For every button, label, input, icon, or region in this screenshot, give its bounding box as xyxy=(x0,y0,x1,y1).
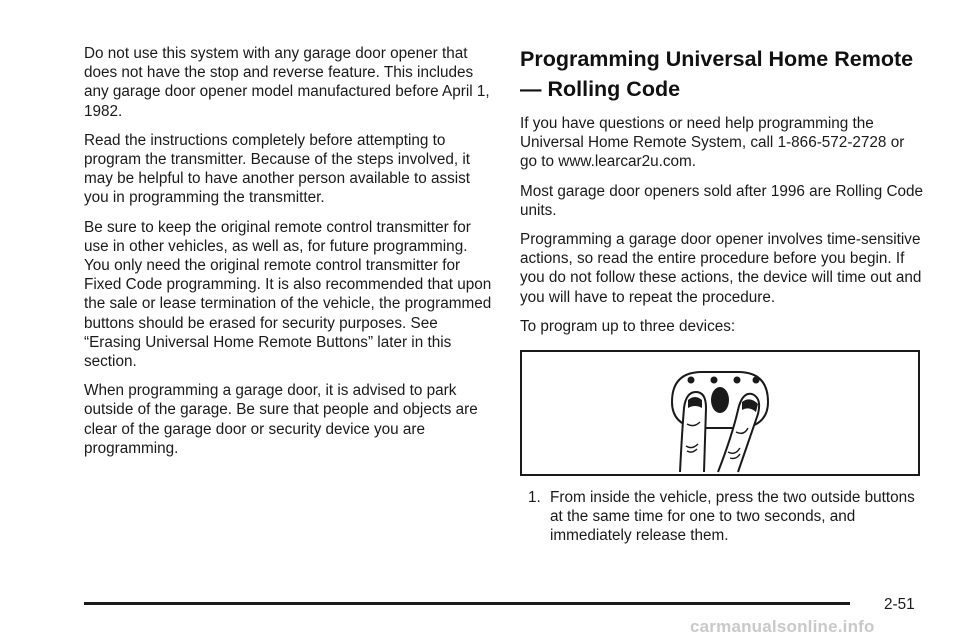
left-column xyxy=(84,44,494,468)
step-number: 1. xyxy=(528,489,541,507)
paragraph: Be sure to keep the original remote control transmitter for use in other vehicles, as well as, for future programming. You only need the original remote control transmitter for Fixed Code programming. It is also recommended that upon the sale or lease termination of the vehicle, the programmed buttons should be erased for security purposes. See “Erasing Universal Home Remote Buttons” later in this section. xyxy=(84,218,492,371)
two-fingers-pressing-buttons-icon xyxy=(522,352,918,474)
step-text: From inside the vehicle, press the two outside buttons at the same time for one to two seconds, and immediately release them. xyxy=(550,489,915,545)
paragraph: To program up to three devices: xyxy=(520,317,736,335)
paragraph: Programming a garage door opener involves time-sensitive actions, so read the entire procedure before you begin. If you do not follow these actions, the device will time out and you will have to repeat the procedure. xyxy=(520,231,922,306)
watermark: carmanualsonline.info xyxy=(690,617,875,636)
right-column xyxy=(520,44,925,546)
paragraph: Do not use this system with any garage door opener that does not have the stop and reverse feature. This includes any garage door opener model manufactured before April 1, 1982. xyxy=(84,45,490,120)
list-item xyxy=(528,488,925,546)
section-heading: Programming Universal Home Remote — Rolling Code xyxy=(520,47,914,101)
paragraph: Read the instructions completely before attempting to program the transmitter. Because of the steps involved, it may be helpful to have another person available to assist you in programming the transmitter. xyxy=(84,131,471,207)
remote-buttons-illustration xyxy=(520,350,920,476)
page-number: 2-51 xyxy=(884,596,915,613)
paragraph: Most garage door openers sold after 1996 are Rolling Code units. xyxy=(520,182,924,219)
footer-divider xyxy=(84,602,850,605)
paragraph: If you have questions or need help programming the Universal Home Remote System, call 1-866-572-2728 or go to www.learcar2u.com. xyxy=(520,115,905,171)
paragraph: When programming a garage door, it is advised to park outside of the garage. Be sure that people and objects are clear of the garage door or security device you are programming. xyxy=(84,382,478,457)
